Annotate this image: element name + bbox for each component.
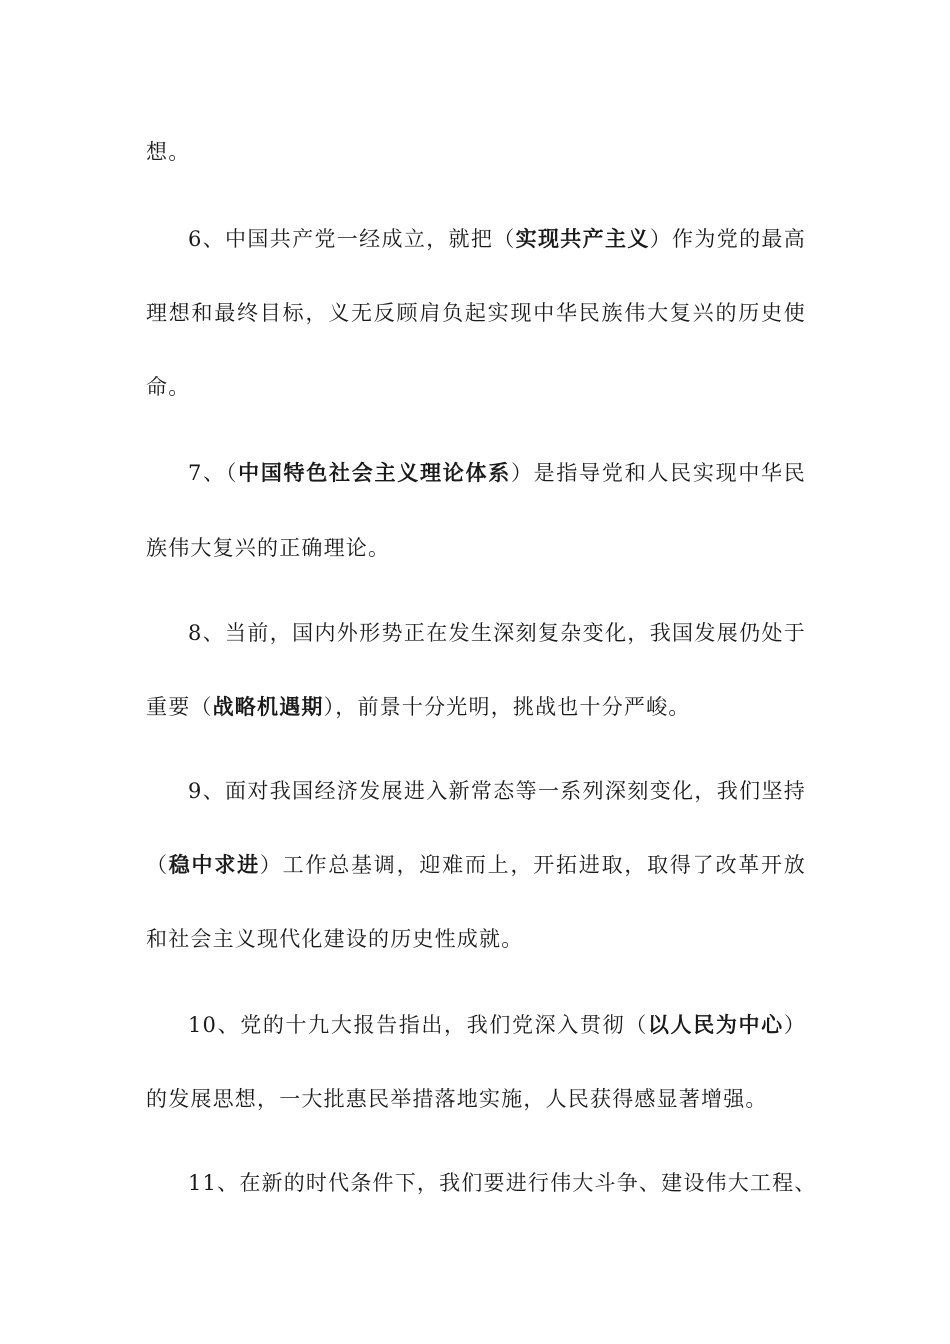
paragraph-6-line-1: 6、中国共产党一经成立，就把（实现共产主义）作为党的最高 [188,227,806,251]
paragraph-9-line-3: 和社会主义现代化建设的历史性成就。 [146,927,524,951]
paragraph-9-line-1: 9、面对我国经济发展进入新常态等一系列深刻变化，我们坚持 [188,779,806,803]
paragraph-7-line-2: 族伟大复兴的正确理论。 [146,536,391,560]
paragraph-6-line-3: 命。 [146,375,191,399]
paragraph-6-line-2: 理想和最终目标，义无反顾肩负起实现中华民族伟大复兴的历史使 [146,301,806,325]
paragraph-10-line-1: 10、党的十九大报告指出，我们党深入贯彻（以人民为中心） [188,1013,807,1037]
answer-text: 实现共产主义 [515,227,650,251]
answer-text: 以人民为中心 [647,1013,784,1037]
paragraph-9-line-2: （稳中求进）工作总基调，迎难而上，开拓进取，取得了改革开放 [146,853,806,877]
answer-text: 中国特色社会主义理论体系 [238,461,511,485]
paragraph-7-line-1: 7、（中国特色社会主义理论体系）是指导党和人民实现中华民 [188,461,806,485]
answer-text: 战略机遇期 [212,695,324,719]
answer-text: 稳中求进 [168,853,260,877]
paragraph-8-line-2: 重要（战略机遇期），前景十分光明，挑战也十分严峻。 [146,695,691,719]
paragraph-5-tail: 想。 [146,140,191,164]
paragraph-11-line-1: 11、在新的时代条件下，我们要进行伟大斗争、建设伟大工程、 [188,1171,817,1195]
paragraph-10-line-2: 的发展思想，一大批惠民举措落地实施，人民获得感显著增强。 [146,1087,768,1111]
paragraph-8-line-1: 8、当前，国内外形势正在发生深刻复杂变化，我国发展仍处于 [188,621,806,645]
